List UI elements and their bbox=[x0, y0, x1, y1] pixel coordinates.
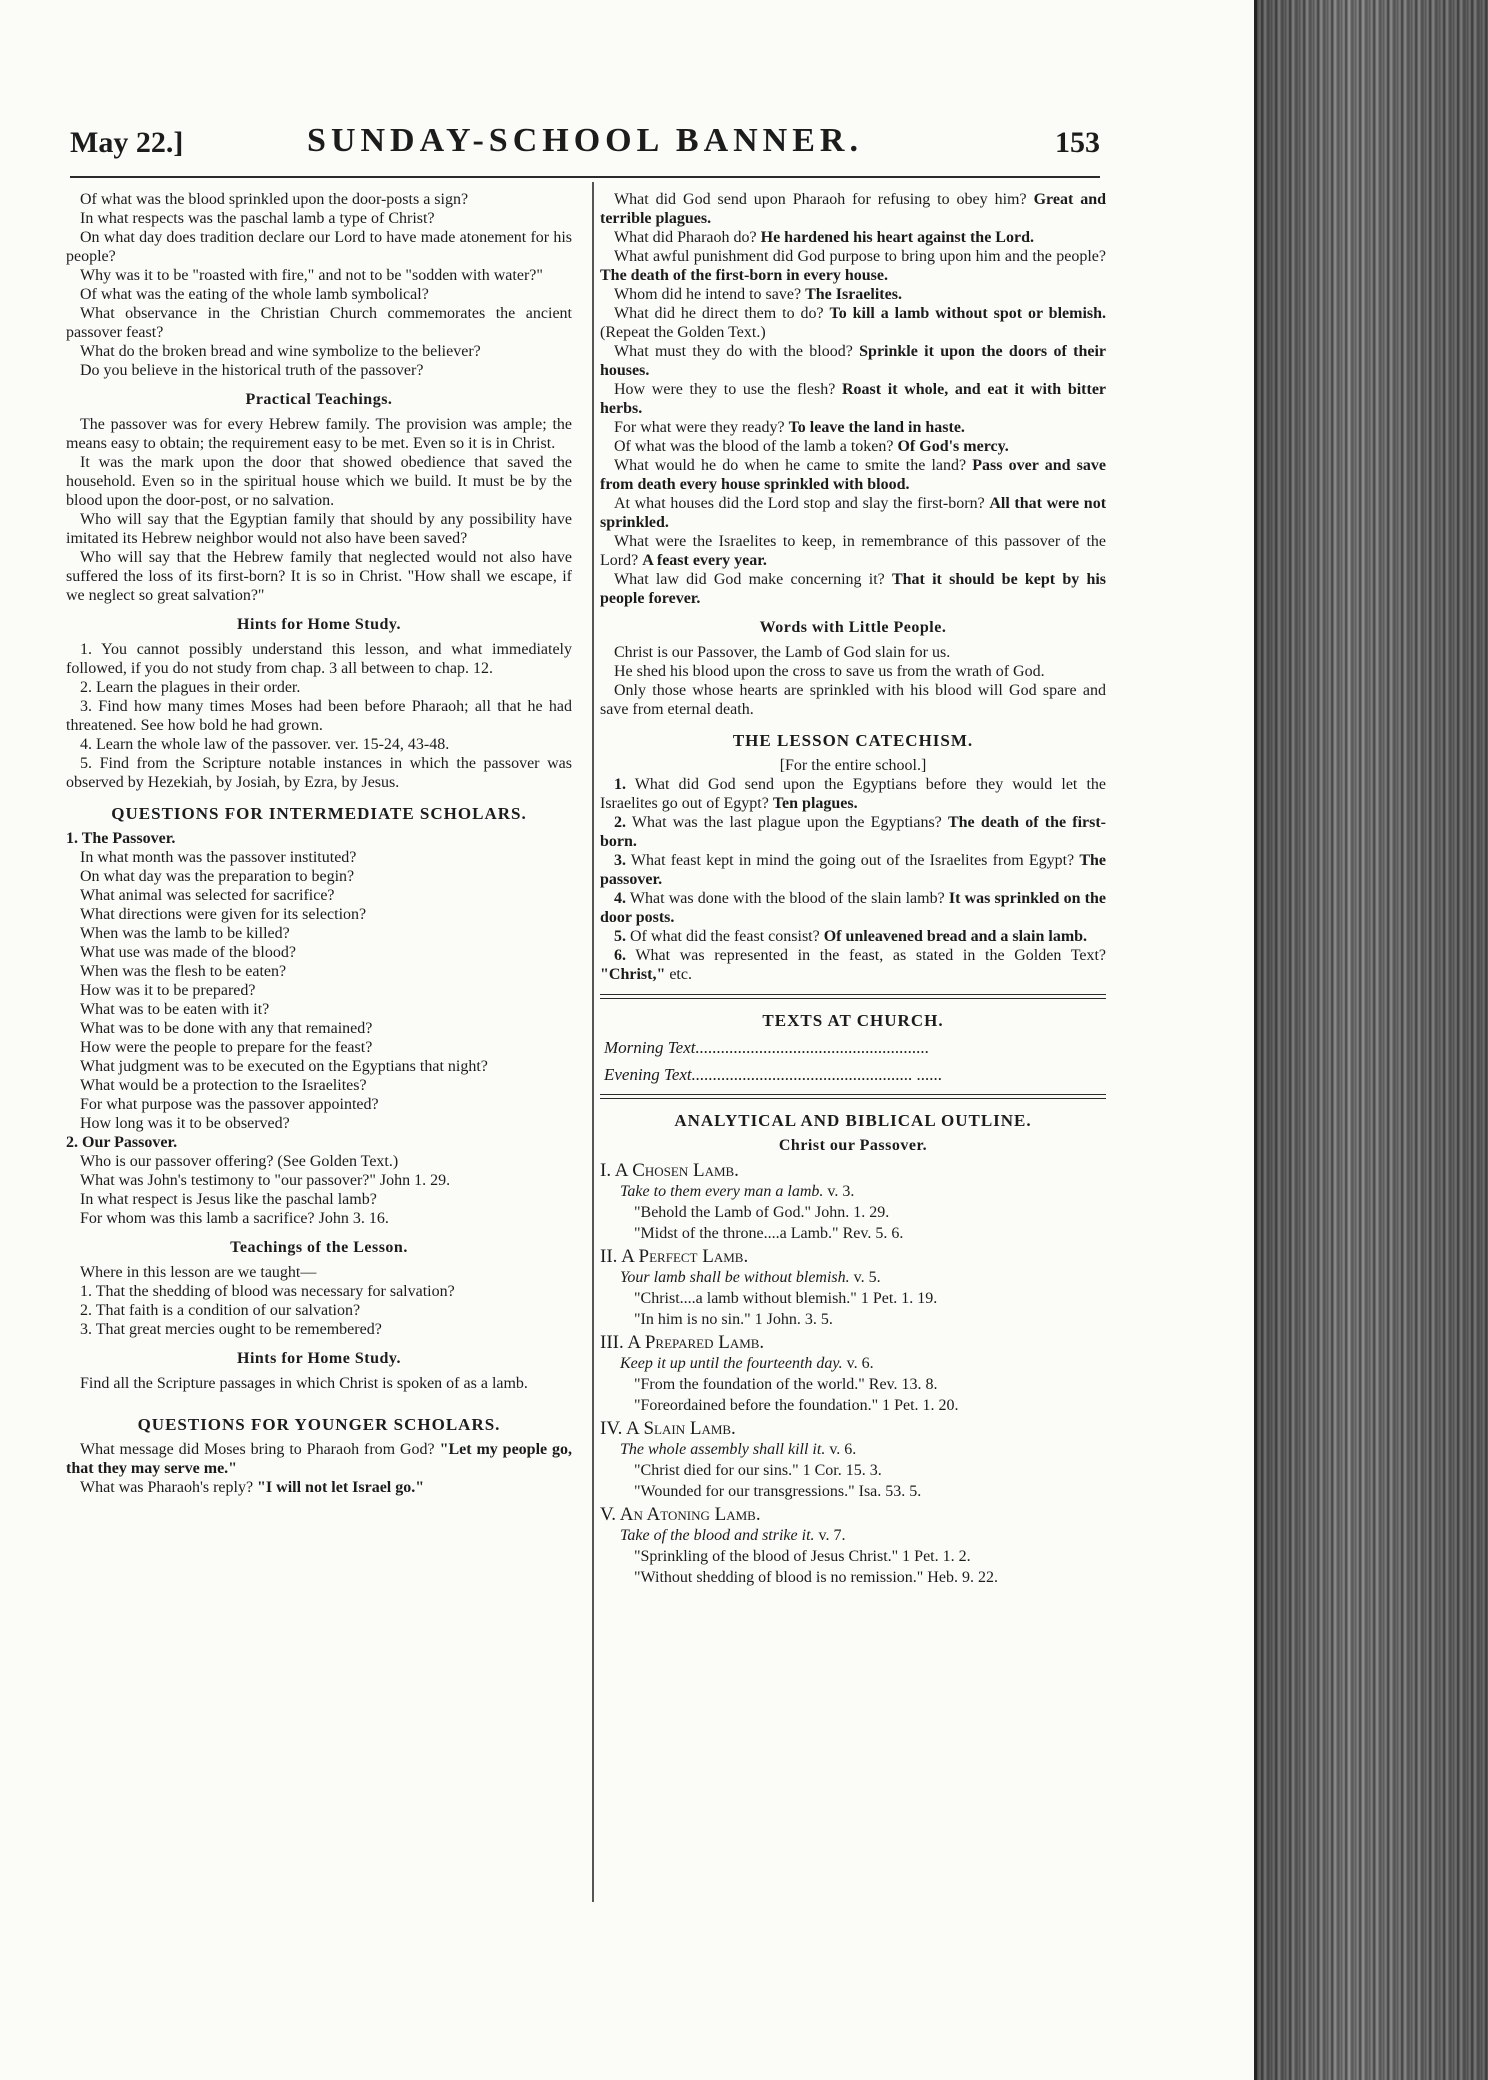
question: On what day was the preparation to begin? bbox=[80, 868, 355, 885]
paragraph: Who will say that the Egyptian family that should by any possibility have imitated its Hebrew neighbor would not also have been saved? bbox=[66, 511, 572, 547]
teaching-item: 2. That faith is a condition of our salvation? bbox=[80, 1302, 361, 1319]
qa-item bbox=[600, 437, 1106, 456]
answer-text: The death of the first-born. bbox=[600, 814, 1107, 850]
paragraph: Only those whose hearts are sprinkled with his blood will God spare and save from eternal death. bbox=[600, 682, 1106, 718]
answer-text: The passover. bbox=[600, 852, 1107, 888]
running-header bbox=[70, 118, 1100, 168]
section-rule bbox=[600, 1094, 1106, 1099]
outline-reference: "Wounded for our transgressions." Isa. 53. 5. bbox=[634, 1483, 922, 1500]
question-text: Of what was the blood of the lamb a token? bbox=[614, 438, 894, 455]
outline-reference: "Behold the Lamb of God." John. 1. 29. bbox=[634, 1204, 890, 1221]
header-date: May 22.] bbox=[70, 126, 184, 159]
hint-item: 1. You cannot possibly understand this lesson, and what immediately followed, if you do not study from chap. 3 all between to chap. 12. bbox=[66, 641, 572, 677]
question: What would be a protection to the Israelites? bbox=[80, 1077, 367, 1094]
paragraph: The passover was for every Hebrew family. The provision was ample; the means easy to obtain; the requirement easy to be met. Even so it is in Christ. bbox=[66, 416, 572, 452]
question: Of what was the eating of the whole lamb symbolical? bbox=[80, 286, 429, 303]
question-text: What was Pharaoh's reply? bbox=[80, 1479, 254, 1496]
outline-heading: ANALYTICAL AND BIBLICAL OUTLINE. bbox=[674, 1111, 1032, 1130]
question: In what respects was the paschal lamb a type of Christ? bbox=[80, 210, 435, 227]
hints-heading: Hints for Home Study. bbox=[237, 616, 401, 633]
question: What judgment was to be executed on the Egyptians that night? bbox=[80, 1058, 488, 1075]
answer-text: Of God's mercy. bbox=[897, 438, 1009, 455]
question: What was to be eaten with it? bbox=[80, 1001, 270, 1018]
question: In what month was the passover instituted? bbox=[80, 849, 357, 866]
question: What use was made of the blood? bbox=[80, 944, 296, 961]
question-text: What must they do with the blood? bbox=[614, 343, 853, 360]
question: How was it to be prepared? bbox=[80, 982, 256, 999]
question: In what respect is Jesus like the paschal lamb? bbox=[80, 1191, 377, 1208]
question-text: Of what did the feast consist? bbox=[630, 928, 820, 945]
question-text: What would he do when he came to smite the land? bbox=[614, 457, 967, 474]
paragraph: Find all the Scripture passages in which Christ is spoken of as a lamb. bbox=[80, 1375, 528, 1392]
outline-quote: The whole assembly shall kill it. bbox=[620, 1441, 826, 1458]
outline-section bbox=[600, 1161, 1106, 1243]
answer-text: To leave the land in haste. bbox=[788, 419, 965, 436]
outline-quote: Take of the blood and strike it. bbox=[620, 1527, 815, 1544]
outline-point: I. A Chosen Lamb. bbox=[600, 1160, 739, 1181]
hint-item: 5. Find from the Scripture notable instances in which the passover was observed by Hezekiah, by Josiah, by Ezra, by Jesus. bbox=[66, 755, 572, 791]
outline-quote: Keep it up until the fourteenth day. bbox=[620, 1355, 843, 1372]
question-text: What feast kept in mind the going out of the Israelites from Egypt? bbox=[630, 852, 1075, 869]
qa-item bbox=[600, 285, 1106, 304]
answer-text: "I will not let Israel go." bbox=[257, 1479, 425, 1496]
question-text: What was done with the blood of the slain lamb? bbox=[629, 890, 945, 907]
answer-text: The death of the first-born in every house. bbox=[600, 267, 888, 284]
page-number: 153 bbox=[1055, 126, 1100, 159]
outline-point: V. An Atoning Lamb. bbox=[600, 1504, 761, 1525]
question: For whom was this lamb a sacrifice? John 3. 16. bbox=[80, 1210, 389, 1227]
question-text: What did God send upon the Egyptians before they would let the Israelites go out of Egypt? bbox=[600, 776, 1106, 812]
question-text: What did God send upon Pharaoh for refusing to obey him? bbox=[614, 191, 1027, 208]
catechism-number: 6. bbox=[614, 947, 626, 964]
outline-reference: "In him is no sin." 1 John. 3. 5. bbox=[634, 1311, 833, 1328]
outline-text bbox=[620, 1526, 1106, 1545]
texts-heading: TEXTS AT CHURCH. bbox=[762, 1011, 944, 1030]
evening-text-line: Evening Text.................................................... ...... bbox=[604, 1065, 943, 1084]
outline-verse: v. 3. bbox=[827, 1183, 855, 1200]
question: Of what was the blood sprinkled upon the door-posts a sign? bbox=[80, 191, 469, 208]
catechism-item bbox=[600, 889, 1106, 927]
qa-item bbox=[600, 494, 1106, 532]
qa-item bbox=[600, 342, 1106, 380]
qa-item bbox=[600, 380, 1106, 418]
part-heading: 2. Our Passover. bbox=[66, 1134, 178, 1151]
outline-point: II. A Perfect Lamb. bbox=[600, 1246, 749, 1267]
qa-item bbox=[600, 456, 1106, 494]
intermediate-heading: QUESTIONS FOR INTERMEDIATE SCHOLARS. bbox=[111, 804, 527, 823]
answer-text: Great and terrible plagues. bbox=[600, 191, 1107, 227]
paragraph: Christ is our Passover, the Lamb of God slain for us. bbox=[614, 644, 951, 661]
note-text: (Repeat the Golden Text.) bbox=[600, 324, 766, 341]
practical-teachings-heading: Practical Teachings. bbox=[245, 391, 393, 408]
teaching-item: 1. That the shedding of blood was necessary for salvation? bbox=[80, 1283, 455, 1300]
teaching-item: 3. That great mercies ought to be remembered? bbox=[80, 1321, 382, 1338]
question: Do you believe in the historical truth of the passover? bbox=[80, 362, 424, 379]
question-text: What message did Moses bring to Pharaoh from God? bbox=[80, 1441, 435, 1458]
question-text: For what were they ready? bbox=[614, 419, 785, 436]
catechism-item bbox=[600, 927, 1106, 946]
answer-text: He hardened his heart against the Lord. bbox=[760, 229, 1034, 246]
question: What do the broken bread and wine symbolize to the believer? bbox=[80, 343, 481, 360]
question: How long was it to be observed? bbox=[80, 1115, 290, 1132]
question-text: What did he direct them to do? bbox=[614, 305, 824, 322]
catechism-number: 3. bbox=[614, 852, 626, 869]
question: How were the people to prepare for the feast? bbox=[80, 1039, 373, 1056]
page-edge-shadow bbox=[1254, 0, 1488, 2080]
qa-item bbox=[66, 1478, 572, 1497]
outline-section bbox=[600, 1333, 1106, 1415]
catechism-item bbox=[600, 946, 1106, 984]
outline-section bbox=[600, 1505, 1106, 1587]
hint-item: 3. Find how many times Moses had been before Pharaoh; all that he had threatened. See how bold he had grown. bbox=[66, 698, 572, 734]
outline-subheading: Christ our Passover. bbox=[778, 1137, 928, 1154]
question: On what day does tradition declare our Lord to have made atonement for his people? bbox=[66, 229, 572, 265]
paragraph: It was the mark upon the door that showed obedience that saved the household. Even so in the spiritual house which we build. It must be by the blood upon the door-post, or no salvation. bbox=[66, 454, 572, 509]
answer-text: Roast it whole, and eat it with bitter herbs. bbox=[600, 381, 1107, 417]
question: When was the lamb to be killed? bbox=[80, 925, 290, 942]
qa-item bbox=[600, 418, 1106, 437]
morning-text-line: Morning Text....................................................... bbox=[604, 1038, 930, 1057]
outline-verse: v. 5. bbox=[853, 1269, 881, 1286]
outline-text bbox=[620, 1354, 1106, 1373]
question-text: How were they to use the flesh? bbox=[614, 381, 836, 398]
outline-reference: "Foreordained before the foundation." 1 Pet. 1. 20. bbox=[634, 1397, 959, 1414]
hint-item: 2. Learn the plagues in their order. bbox=[80, 679, 301, 696]
answer-text: That it should be kept by his people forever. bbox=[600, 571, 1107, 607]
question-text: At what houses did the Lord stop and slay the first-born? bbox=[614, 495, 985, 512]
catechism-number: 5. bbox=[614, 928, 626, 945]
outline-quote: Your lamb shall be without blemish. bbox=[620, 1269, 850, 1286]
catechism-item bbox=[600, 851, 1106, 889]
teachings-intro: Where in this lesson are we taught— bbox=[80, 1264, 317, 1281]
outline-verse: v. 7. bbox=[818, 1527, 846, 1544]
question-text: What law did God make concerning it? bbox=[614, 571, 885, 588]
outline-reference: "Midst of the throne....a Lamb." Rev. 5. 6. bbox=[634, 1225, 904, 1242]
outline-reference: "Sprinkling of the blood of Jesus Christ." 1 Pet. 1. 2. bbox=[634, 1548, 971, 1565]
hints2-heading: Hints for Home Study. bbox=[237, 1350, 401, 1367]
answer-text: Pass over and save from death every house sprinkled with blood. bbox=[600, 457, 1107, 493]
answer-text: "Let my people go, that they may serve me." bbox=[66, 1441, 573, 1477]
question: When was the flesh to be eaten? bbox=[80, 963, 287, 980]
intro-questions bbox=[66, 190, 572, 380]
qa-item bbox=[600, 570, 1106, 608]
outline-reference: "From the foundation of the world." Rev. 13. 8. bbox=[634, 1376, 938, 1393]
question: What was John's testimony to "our passover?" John 1. 29. bbox=[80, 1172, 451, 1189]
question: For what purpose was the passover appointed? bbox=[80, 1096, 379, 1113]
outline-verse: v. 6. bbox=[829, 1441, 857, 1458]
qa-item bbox=[600, 190, 1106, 228]
right-column bbox=[600, 190, 1106, 1589]
answer-text: "Christ," bbox=[600, 966, 666, 983]
question: Why was it to be "roasted with fire," and not to be "sodden with water?" bbox=[80, 267, 543, 284]
question: Who is our passover offering? (See Golden Text.) bbox=[80, 1153, 399, 1170]
teachings-heading: Teachings of the Lesson. bbox=[230, 1239, 408, 1256]
tail-text: etc. bbox=[669, 966, 692, 983]
answer-text: It was sprinkled on the door posts. bbox=[600, 890, 1106, 926]
outline-text bbox=[620, 1440, 1106, 1459]
outline-point: III. A Prepared Lamb. bbox=[600, 1332, 765, 1353]
question-text: What were the Israelites to keep, in remembrance of this passover of the Lord? bbox=[600, 533, 1106, 569]
catechism-number: 2. bbox=[614, 814, 626, 831]
answer-text: Sprinkle it upon the doors of their houses. bbox=[600, 343, 1107, 379]
question: What directions were given for its selection? bbox=[80, 906, 367, 923]
paragraph: He shed his blood upon the cross to save us from the wrath of God. bbox=[614, 663, 1045, 680]
outline-reference: "Christ died for our sins." 1 Cor. 15. 3. bbox=[634, 1462, 882, 1479]
outline-section bbox=[600, 1419, 1106, 1501]
catechism-item bbox=[600, 813, 1106, 851]
answer-text: A feast every year. bbox=[642, 552, 767, 569]
question-text: What was the last plague upon the Egyptians? bbox=[631, 814, 942, 831]
question-text: What was represented in the feast, as stated in the Golden Text? bbox=[635, 947, 1106, 964]
outline-point: IV. A Slain Lamb. bbox=[600, 1418, 736, 1439]
catechism-heading: THE LESSON CATECHISM. bbox=[732, 731, 974, 750]
answer-text: All that were not sprinkled. bbox=[600, 495, 1107, 531]
part-heading: 1. The Passover. bbox=[66, 830, 176, 847]
answer-text: Ten plagues. bbox=[772, 795, 858, 812]
younger-heading: QUESTIONS FOR YOUNGER SCHOLARS. bbox=[137, 1415, 501, 1434]
catechism-number: 4. bbox=[614, 890, 626, 907]
outline-text bbox=[620, 1268, 1106, 1287]
question-text: What awful punishment did God purpose to bring upon him and the people? bbox=[614, 248, 1106, 265]
catechism-subheading: [For the entire school.] bbox=[779, 757, 927, 774]
question-text: Whom did he intend to save? bbox=[614, 286, 802, 303]
catechism-number: 1. bbox=[614, 776, 626, 793]
question: What observance in the Christian Church commemorates the ancient passover feast? bbox=[66, 305, 572, 341]
outline-reference: "Christ....a lamb without blemish." 1 Pet. 1. 19. bbox=[634, 1290, 938, 1307]
outline-quote: Take to them every man a lamb. bbox=[620, 1183, 824, 1200]
section-rule bbox=[600, 994, 1106, 999]
header-rule bbox=[70, 176, 1100, 178]
little-people-heading: Words with Little People. bbox=[759, 619, 947, 636]
hint-item: 4. Learn the whole law of the passover. ver. 15-24, 43-48. bbox=[80, 736, 450, 753]
question-text: What did Pharaoh do? bbox=[614, 229, 757, 246]
qa-item bbox=[600, 304, 1106, 342]
column-divider bbox=[592, 182, 594, 1902]
outline-text bbox=[620, 1182, 1106, 1201]
question: What was to be done with any that remained? bbox=[80, 1020, 373, 1037]
qa-item bbox=[600, 228, 1106, 247]
left-column bbox=[66, 190, 572, 1497]
outline-verse: v. 6. bbox=[846, 1355, 874, 1372]
qa-item bbox=[600, 532, 1106, 570]
answer-text: Of unleavened bread and a slain lamb. bbox=[823, 928, 1088, 945]
qa-item bbox=[66, 1440, 572, 1478]
question: What animal was selected for sacrifice? bbox=[80, 887, 335, 904]
catechism-item bbox=[600, 775, 1106, 813]
qa-item bbox=[600, 247, 1106, 285]
header-title: SUNDAY-SCHOOL BANNER. bbox=[307, 122, 863, 159]
paragraph: Who will say that the Hebrew family that neglected would not also have suffered the loss of its first-born? It is so in Christ. "How shall we escape, if we neglect so great salvation?" bbox=[66, 549, 572, 604]
outline-reference: "Without shedding of blood is no remission." Heb. 9. 22. bbox=[634, 1569, 998, 1586]
outline-section bbox=[600, 1247, 1106, 1329]
answer-text: To kill a lamb without spot or blemish. bbox=[829, 305, 1107, 322]
answer-text: The Israelites. bbox=[805, 286, 902, 303]
